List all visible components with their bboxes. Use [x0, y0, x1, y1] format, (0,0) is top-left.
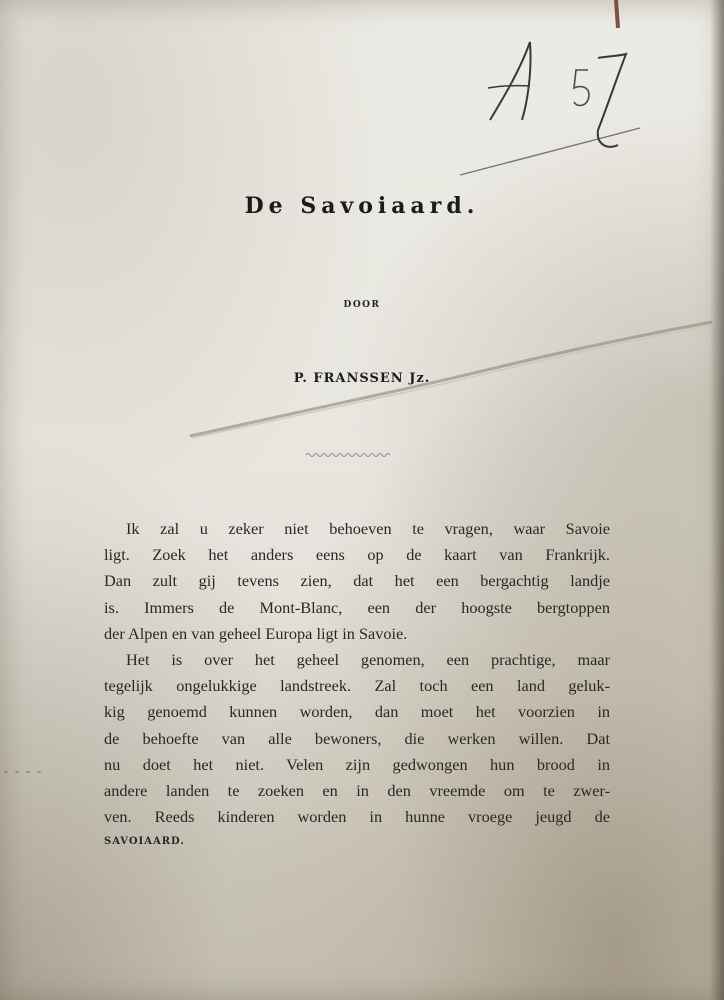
text-line: der Alpen en van geheel Europa ligt in Savoie. — [104, 623, 408, 643]
text-line: ven. Reeds kinderen worden in hunne vroege jeugd de — [104, 807, 610, 827]
text-line: nu doet het niet. Velen zijn gedwongen hun brood in — [104, 754, 610, 774]
text-line: is. Immers de Mont-Blanc, een der hoogste bergtoppen — [104, 597, 610, 617]
text-line: ligt. Zoek het anders eens op de kaart van Frankrijk. — [104, 545, 610, 565]
wavy-ornament-divider — [306, 452, 390, 458]
body-text — [104, 516, 610, 830]
byline-door: DOOR — [343, 300, 381, 310]
text-line: tegelijk ongelukkige landstreek. Zal toch een land geluk- — [104, 676, 610, 696]
text-line: andere landen te zoeken en in den vreemde om te zwer- — [104, 781, 610, 801]
text-line: kig genoemd kunnen worden, dan moet het voorzien in — [104, 702, 610, 722]
page-edge-shadow — [710, 0, 724, 1000]
paragraph — [104, 516, 610, 647]
document-title: De Savoiaard. — [244, 193, 480, 219]
text-line: Dan zult gij tevens zien, dat het een bergachtig landje — [104, 571, 610, 591]
handwritten-catalog-mark — [470, 30, 720, 190]
margin-mark: - - - - — [4, 764, 43, 778]
signature-mark: SAVOIAARD. — [104, 836, 185, 847]
paragraph — [104, 647, 610, 830]
text-line: de behoefte van alle bewoners, die werken willen. Dat — [104, 728, 610, 748]
text-line: Ik zal u zeker niet behoeven te vragen, waar Savoie — [126, 519, 610, 538]
text-line: Het is over het geheel genomen, een prachtige, maar — [126, 650, 610, 670]
author-name: P. FRANSSEN Jz. — [293, 371, 431, 386]
